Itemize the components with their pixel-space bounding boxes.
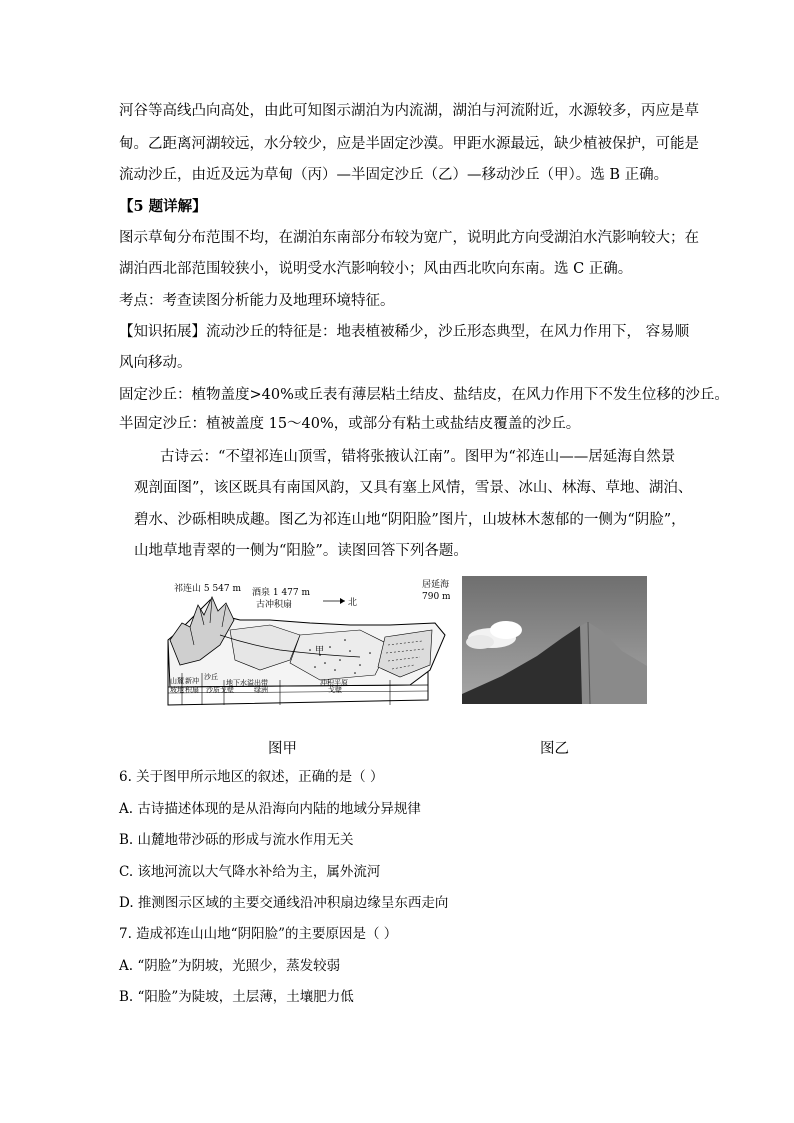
label-jia: 甲 (315, 646, 325, 656)
explanation-line-3: 流动沙丘，由近及远为草甸（丙）—半固定沙丘（乙）—移动沙丘（甲）。选 B 正确。 (119, 167, 669, 183)
question-6-option-d: D. 推测图示区域的主要交通线沿冲积扇边缘呈东西走向 (119, 895, 449, 911)
label-fan: 古冲积扇 (256, 600, 293, 610)
question-6-option-c: C. 该地河流以大气降水补给为主，属外流河 (119, 864, 381, 880)
q5-line-2: 湖泊西北部范围较狭小，说明受水汽影响较小；风由西北吹向东南。选 C 正确。 (119, 261, 633, 277)
passage-line-1: 古诗云：“不望祁连山顶雪，错将张掖认江南”。图甲为“祁连山——居延海自然景 (160, 449, 676, 465)
knowledge-fixed-dune: 固定沙丘：植物盖度>40%或丘表有薄层粘土结皮、盐结皮，在风力作用下不发生位移的沙丘。 (119, 387, 729, 403)
label-shanlu: 山麓 (170, 677, 184, 685)
label-podi: 坡地 (170, 686, 184, 694)
label-gebi: 戈壁 (328, 686, 342, 694)
knowledge-line-1: 【知识拓展】流动沙丘的特征是：地表植被稀少，沙丘形态典型，在风力作用下， 容易顺 (119, 324, 690, 340)
q5-heading: 【5 题详解】 (119, 198, 207, 215)
label-north: 北 (348, 598, 358, 608)
passage-line-3: 碧水、沙砾相映成趣。图乙为祁连山地“阴阳脸”图片，山坡林木葱郁的一侧为“阴脸”， (134, 512, 686, 528)
passage-line-4: 山地草地青翠的一侧为“阳脸”。读图回答下列各题。 (134, 543, 468, 559)
label-chongji: 冲积平原 (320, 679, 348, 687)
explanation-line-2: 甸。乙距离河湖较远，水分较少，应是半固定沙漠。甲距水源最远，缺少植被保护，可能是 (119, 136, 699, 152)
explanation-line-1: 河谷等高线凸向高处，由此可知图示湖泊为内流湖，湖泊与河流附近，水源较多，丙应是草 (119, 103, 699, 119)
figure-a-profile (160, 575, 450, 725)
figure-b-caption: 图乙 (540, 741, 569, 757)
question-7-stem: 7. 造成祁连山山地“阴阳脸”的主要原因是（ ） (119, 926, 398, 942)
label-jiuquan: 酒泉 1 477 m (252, 588, 311, 598)
question-7-option-a: A. “阴脸”为阴坡，光照少，蒸发较弱 (119, 958, 341, 974)
figure-b-photo (462, 576, 647, 704)
passage-line-2: 观剖面图”，该区既具有南国风韵，又具有塞上风情，雪景、冰山、林海、草地、湖泊、 (134, 480, 693, 496)
label-lvzhou: 绿洲 (254, 686, 268, 694)
label-juyan: 居延海 (422, 580, 450, 590)
q5-line-1: 图示草甸分布范围不均，在湖泊东南部分布较为宽广，说明此方向受湖泊水汽影响较大；在 (119, 230, 699, 246)
knowledge-semi-fixed-dune: 半固定沙丘：植被盖度 15～40%，或部分有粘土或盐结皮覆盖的沙丘。 (119, 416, 581, 432)
knowledge-line-2: 风向移动。 (119, 355, 192, 371)
label-shajing: 沙质戈壁 (206, 686, 234, 694)
question-6-option-a: A. 古诗描述体现的是从沿海向内陆的地域分异规律 (119, 801, 421, 817)
question-6-stem: 6. 关于图甲所示地区的叙述，正确的是（ ） (119, 769, 384, 785)
q5-kaodian: 考点：考查读图分析能力及地理环境特征。 (119, 293, 395, 309)
label-jishan: 积扇 (185, 686, 199, 694)
label-dixia: 地下水溢出带 (226, 679, 268, 687)
label-xinchong: 新冲 (185, 677, 199, 685)
question-7-option-b: B. “阳脸”为陡坡，土层薄，土壤肥力低 (119, 989, 354, 1005)
label-qilian: 祁连山 5 547 m (174, 584, 242, 594)
figure-a-caption: 图甲 (268, 741, 297, 757)
question-6-option-b: B. 山麓地带沙砾的形成与流水作用无关 (119, 832, 354, 848)
label-juyan-alt: 790 m (422, 592, 450, 602)
label-shaqiu: 沙丘 (204, 673, 218, 681)
